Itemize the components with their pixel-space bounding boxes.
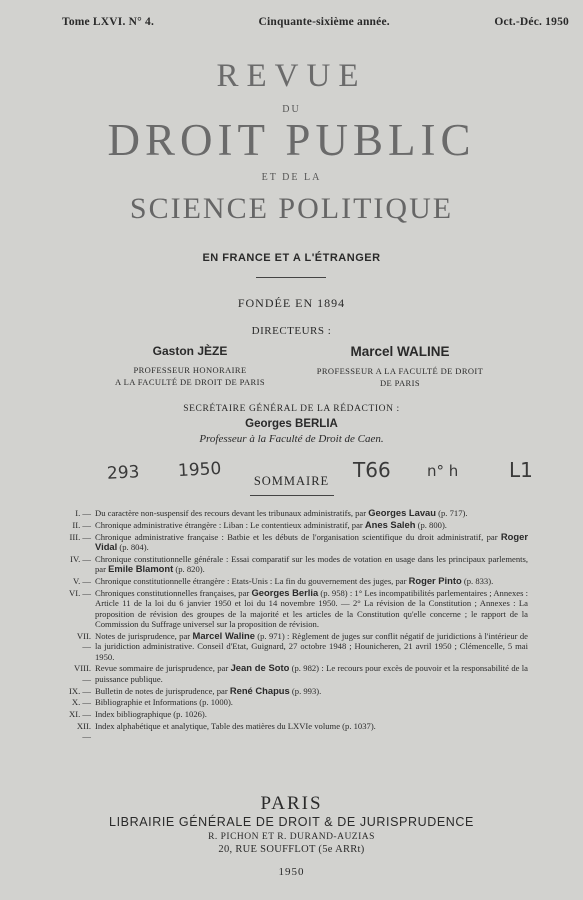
toc-author: Georges Lavau: [368, 507, 436, 518]
handwritten-note: 1950: [177, 458, 222, 482]
publisher-city: PARIS: [260, 793, 323, 814]
title-du: DU: [282, 104, 301, 115]
toc-description: Du caractère non-suspensif des recours devant les tribunaux administratifs, par: [95, 508, 369, 518]
toc-author: Roger Vidal: [95, 530, 528, 552]
toc-description: Bibliographie et Informations (p. 1000).: [95, 697, 233, 708]
director-title: PROFESSEUR A LA FACULTÉ DE DROIT DE PARIS: [316, 366, 484, 388]
toc-page-ref: (p. 971) : Règlement de juges sur conflit négatif de juridictions à l'intérieur de la juridiction administrative. Conseil d'Etat, Guignard, 27 octobre 1948 ; Hounicheren, 21 avril 1950 ; Clémencelle, 5 mai 1950.: [95, 630, 528, 662]
director-waline: [300, 344, 500, 389]
toc-description: Index bibliographique (p. 1026).: [95, 709, 207, 720]
toc-page-ref: (p. 820).: [173, 564, 205, 575]
toc-page-ref: (p. 800).: [415, 519, 447, 530]
publisher-address: 20, RUE SOUFFLOT (5e ARRt): [218, 844, 365, 855]
toc-author: Roger Pinto: [408, 575, 462, 586]
toc-description: Bulletin de notes de jurisprudence, par: [95, 685, 230, 696]
issue-period: Oct.-Déc. 1950: [494, 16, 569, 28]
handwritten-note: T66: [353, 458, 391, 482]
toc-item: [68, 532, 528, 553]
toc-item: [68, 709, 528, 719]
toc-number: IX. —: [69, 685, 91, 696]
toc-author: Anes Saleh: [364, 518, 416, 530]
secretary-label: SECRÉTAIRE GÉNÉRAL DE LA RÉDACTION :: [183, 404, 400, 414]
year-count: Cinquante-sixième année.: [258, 16, 390, 28]
toc-text: [95, 631, 528, 662]
toc-page-ref: (p. 717).: [436, 508, 468, 518]
secretary-name: Georges BERLIA: [245, 418, 338, 430]
toc-description: Revue sommaire de jurisprudence, par: [95, 663, 231, 674]
toc-author: Georges Berlia: [251, 586, 319, 598]
toc-page-ref: (p. 993).: [289, 685, 322, 696]
director-name: Gaston JÈZE: [152, 344, 228, 358]
toc-description: Index alphabétique et analytique, Table des matières du LXVIe volume (p. 1037).: [95, 721, 376, 732]
director-jeze: [90, 344, 290, 388]
toc-number: VII. —: [76, 630, 91, 652]
toc-text: [95, 697, 528, 707]
title-et-de-la: ET DE LA: [261, 172, 322, 183]
toc-item: [68, 520, 528, 530]
toc-description: Notes de jurisprudence, par: [95, 630, 193, 641]
title-droit-public: DROIT PUBLIC: [107, 115, 476, 165]
toc-text: [95, 663, 528, 684]
toc-text: [95, 721, 528, 742]
title-science-politique: SCIENCE POLITIQUE: [129, 192, 454, 225]
toc-item: [68, 554, 528, 575]
handwritten-note: n° h: [427, 462, 459, 480]
toc-author: Marcel Waline: [192, 629, 255, 641]
divider: [256, 277, 326, 278]
table-of-contents: [68, 508, 528, 743]
directors-label: DIRECTEURS :: [251, 325, 332, 337]
publication-year: 1950: [278, 866, 305, 878]
toc-item: [68, 721, 528, 742]
toc-text: [95, 709, 528, 719]
toc-item: [68, 588, 528, 630]
toc-number: V. —: [73, 576, 91, 586]
toc-description: Chronique administrative étrangère : Liban : Le contentieux administratif, par: [95, 519, 365, 530]
director-name: Marcel WALINE: [350, 344, 450, 359]
toc-number: X. —: [71, 697, 91, 708]
toc-author: René Chapus: [229, 684, 290, 696]
toc-author: Jean de Soto: [230, 662, 290, 674]
toc-number: XI. —: [69, 709, 91, 720]
sommaire-heading: SOMMAIRE: [253, 474, 330, 488]
handwritten-note: L1: [509, 458, 533, 482]
toc-item: [68, 631, 528, 662]
toc-text: [95, 520, 528, 530]
handwritten-note: 293: [106, 462, 140, 484]
toc-item: [68, 663, 528, 684]
toc-number: XII. —: [76, 721, 91, 742]
toc-page-ref: (p. 982) : Le recours pour excès de pouvoir et la responsabilité de la puissance publique.: [95, 663, 528, 684]
secretary-title: Professeur à la Faculté de Droit de Caen.: [199, 433, 384, 445]
issue-line: [62, 16, 569, 28]
toc-description: Chroniques constitutionnelles françaises, par: [95, 587, 252, 598]
toc-item: [68, 576, 528, 586]
toc-text: [95, 532, 528, 553]
toc-number: II. —: [72, 519, 91, 530]
toc-text: [95, 554, 528, 575]
toc-page-ref: (p. 804).: [117, 542, 149, 552]
toc-description: Chronique administrative française : Batbie et les débuts de l'organisation scientifique du droit administratif, par: [95, 531, 501, 542]
toc-item: [68, 508, 528, 518]
founded-line: FONDÉE EN 1894: [237, 296, 346, 310]
toc-text: [95, 508, 528, 518]
toc-description: Chronique constitutionnelle étrangère : Etats-Unis : La fin du gouvernement des juges, par: [95, 576, 409, 586]
toc-number: IV. —: [70, 553, 91, 564]
tome-number: Tome LXVI. N° 4.: [62, 16, 155, 28]
toc-page-ref: (p. 833).: [461, 576, 494, 586]
toc-author: Emile Blamont: [108, 563, 174, 575]
toc-description: Chronique constitutionnelle générale : Essai comparatif sur les modes de votation en usage dans les principaux parlements, par: [95, 553, 528, 575]
director-title: PROFESSEUR HONORAIRE A LA FACULTÉ DE DROIT DE PARIS: [115, 365, 265, 387]
toc-text: [95, 686, 528, 696]
toc-text: [95, 588, 528, 630]
toc-text: [95, 576, 528, 586]
publisher-name: LIBRAIRIE GÉNÉRALE DE DROIT & DE JURISPRUDENCE: [109, 815, 474, 829]
toc-item: [68, 686, 528, 696]
toc-number: III. —: [69, 531, 91, 542]
publisher-editors: R. PICHON ET R. DURAND-AUZIAS: [208, 832, 375, 842]
toc-number: VI. —: [69, 587, 91, 598]
subtitle-en-france: EN FRANCE ET A L'ÉTRANGER: [202, 252, 381, 264]
toc-number: I. —: [75, 508, 91, 518]
toc-page-ref: (p. 958) : 1° Les incompatibilités parlementaires ; Annexes : Article 11 de la loi du 6 janvier 1950 et loi du 14 novembre 1950. — 2° La révision de la Constitution ; Annexes : La proposition de révision des groupes de la majorité et les articles de la Constitution qu'elle concerne ; le rapport de la Commission du Suffrage universel sur la proposition de révision.: [95, 587, 528, 630]
divider: [250, 495, 334, 496]
title-revue: REVUE: [216, 58, 367, 94]
toc-number: VIII. —: [74, 663, 91, 684]
toc-item: [68, 697, 528, 707]
